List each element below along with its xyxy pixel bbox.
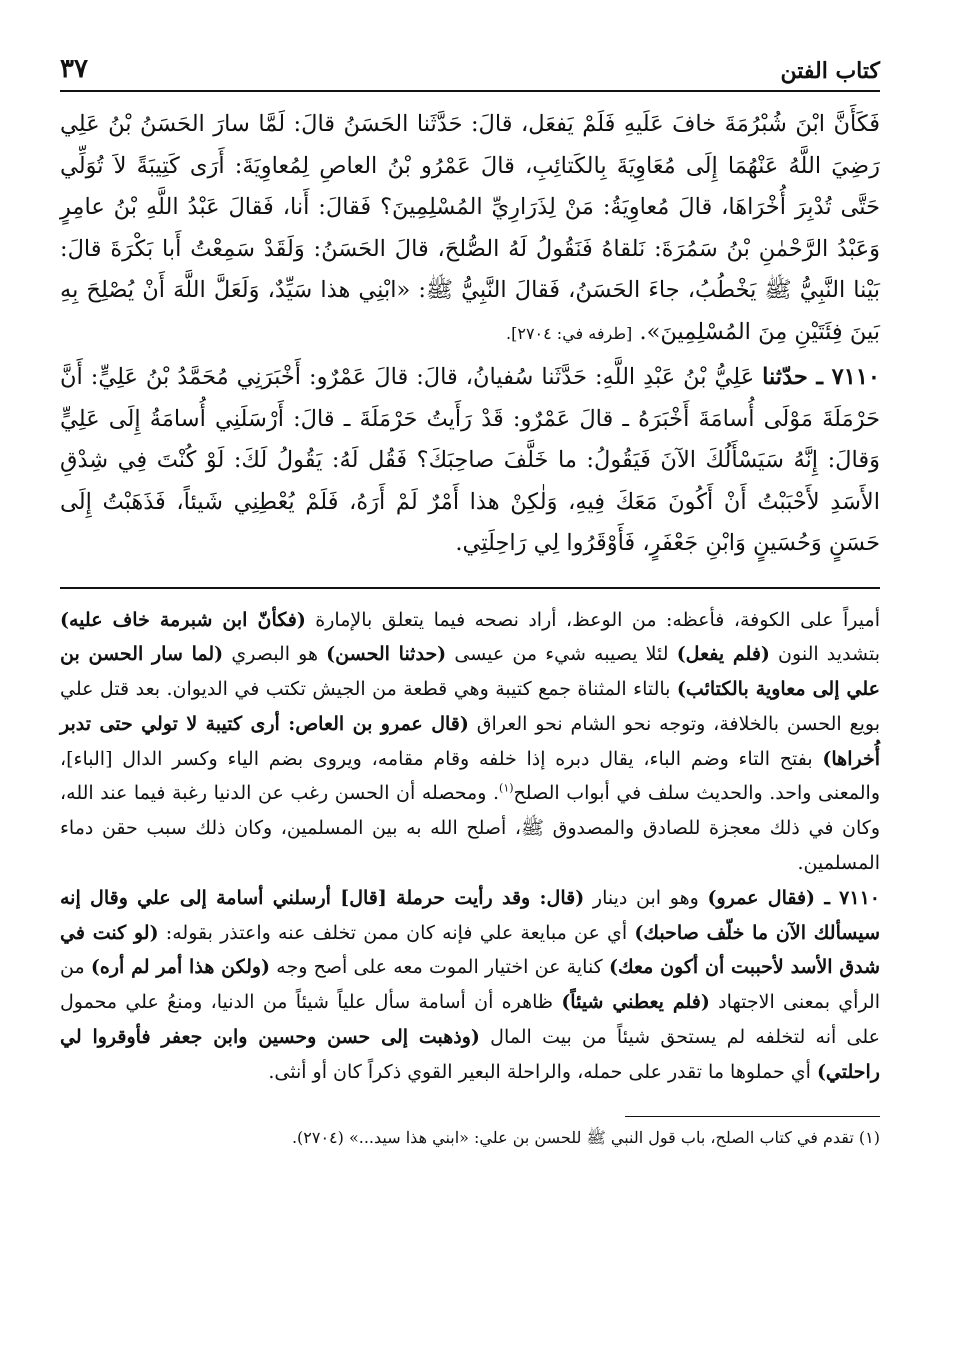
quoted-matn: (حدثنا الحسن) xyxy=(326,643,447,666)
footnote-marker: (١) xyxy=(499,782,514,796)
footnote: (١) تقدم في كتاب الصلح، باب قول النبي ﷺ للحسن بن علي: «ابني هذا سيد...» (٢٧٠٤). xyxy=(291,1128,880,1148)
hadith-number-lead: ٧١١٠ ـ حدّثنا xyxy=(762,364,880,390)
commentary-text: ظاهره أن أسامة سأل علياً شيئاً من الدنيا، ومنعُ علي محمول على أنه لتخلفه لم يستحق شيئاً من بيت المال xyxy=(60,991,881,1049)
commentary xyxy=(60,603,880,1090)
commentary-text: أي عن مبايعة علي فإنه كان ممن تخلف عنه واعتذر بقوله: xyxy=(158,921,635,944)
commentary-text: هو البصري xyxy=(223,643,327,666)
quoted-matn: (فلم يفعل) xyxy=(676,643,770,666)
commentary-text: بفتح التاء وضم الباء، يقال دبره إذا خلفه وقام مقامه، ويروى بضم الياء وكسر الدال [الباء]، والمعنى واحد. والحديث سلف في أبواب الصلح xyxy=(60,747,880,805)
quoted-matn: ٧١١٠ ـ xyxy=(815,886,880,909)
commentary-text: أي حملوها ما تقدر على حمله، والراحلة البعير القوي ذكراً كان أو أنثى. xyxy=(268,1060,817,1083)
header-divider xyxy=(60,90,880,92)
hadith-paragraph-1 xyxy=(60,104,880,354)
book-page xyxy=(60,40,880,1151)
commentary-text: من الرأي بمعنى الاجتهاد xyxy=(60,956,881,1014)
commentary-text: بالتاء المثناة جمع كتيبة وهي قطعة من الجيش تكتب في الديوان. بعد قتل علي بويع الحسن بالخلافة، وتوجه نحو الشام نحو العراق xyxy=(60,678,880,735)
quoted-matn: (لما سار الحسن بن علي إلى معاوية بالكتائب) xyxy=(60,643,881,701)
cross-reference: [طرفه في: ٢٧٠٤]. xyxy=(506,323,633,343)
page-number: ٣٧ xyxy=(60,54,88,84)
quoted-matn: (قال: وقد رأيت حرملة [قال] أرسلني أسامة إلى علي وقال إنه سيسألك الآن ما خلّف صاحبك) xyxy=(60,886,880,944)
quoted-matn: (فلم يعطني شيئاً) xyxy=(561,991,710,1014)
hadith-text xyxy=(60,104,880,565)
quoted-matn: (فكأنّ ابن شبرمة خاف عليه) xyxy=(60,608,306,631)
hadith-paragraph-2 xyxy=(60,357,880,565)
quoted-matn: (لو كنت في شدق الأسد لأحببت أن أكون معك) xyxy=(60,921,881,979)
commentary-divider xyxy=(60,587,880,589)
page-header xyxy=(60,40,880,84)
commentary-text: بتشديد النون xyxy=(769,643,881,666)
commentary-text: كناية عن اختيار الموت معه على أصح وجه xyxy=(270,956,609,979)
quoted-matn: (فقال عمرو) xyxy=(707,886,816,909)
commentary-paragraph-1 xyxy=(60,603,880,881)
footnote-divider xyxy=(625,1116,880,1118)
quoted-matn: (قال عمرو بن العاص: أرى كتيبة لا تولي حتى تدبر أُخراها) xyxy=(60,712,880,770)
quoted-matn: (ولكن هذا أمر لم أره) xyxy=(90,956,271,979)
commentary-text: لئلا يصيبه شيء من عيسى xyxy=(446,643,677,666)
running-title: كتاب الفتن xyxy=(780,58,880,84)
commentary-text: . ومحصله أن الحسن رغب عن الدنيا رغبة فيما عند الله، وكان في ذلك معجزة للصادق والمصدوق ﷺ، أصلح الله به بين المسلمين، وكان ذلك سبب حقن دماء المسلمين. xyxy=(60,782,880,875)
commentary-paragraph-2 xyxy=(60,881,880,1090)
commentary-text: أميراً على الكوفة، فأعظه: من الوعظ، أراد نصحه فيما يتعلق بالإمارة xyxy=(305,608,880,631)
quoted-matn: (وذهبت إلى حسن وحسين وابن جعفر فأوقروا لي راحلتي) xyxy=(60,1026,880,1083)
commentary-text: وهو ابن دينار xyxy=(584,886,708,909)
hadith-body: فَكَأَنَّ ابْنَ شُبْرُمَةَ خافَ عَلَيهِ فَلَمْ يَفعَل، قالَ: حَدَّثَنا الحَسَنُ قالَ: لَمَّا سارَ الحَسَنُ بْنُ عَلِي رَضِيَ اللَّهُ عَنْهُمَا إِلَى مُعَاوِيَةَ بِالكَتائِبِ، قالَ عَمْرُو بْنُ العاصِ لِمُعاوِيَةَ: أَرَى كَتِيبَةً لاَ تُوَلِّي حَتَّى تُدْبِرَ أُخْرَاهَا، قالَ مُعاوِيَةُ: مَنْ لِذَرَارِيِّ المُسْلِمِينَ؟ فَقالَ: أَنا، فَقالَ عَبْدُ اللَّهِ بْنُ عامِرٍ وَعَبْدُ الرَّحْمٰنِ بْنُ سَمُرَةَ: نَلقاهُ فَنَقُولُ لَهُ الصُّلحَ، قالَ الحَسَنُ: وَلَقَدْ سَمِعْتُ أَبا بَكْرَةَ قالَ: بَيْنا النَّبِيُّ ﷺ يَخْطُبُ، جاءَ الحَسَنُ، فَقالَ النَّبِيُّ ﷺ: «ابْنِي هذا سَيِّدٌ، وَلَعَلَّ اللَّهَ أَنْ يُصْلِحَ بِهِ بَينَ فِئَتَيْنِ مِنَ المُسْلِمِينَ». xyxy=(60,111,880,345)
hadith-body: عَلِيُّ بْنُ عَبْدِ اللَّهِ: حَدَّثَنا سُفيانُ، قالَ: قالَ عَمْرٌو: أَخْبَرَنِي مُحَمَّدُ بْنُ عَلِيٍّ: أَنَّ حَرْمَلَةَ مَوْلَى أُسامَةَ أَخْبَرَهُ ـ قالَ عَمْرٌو: قَدْ رَأَيتُ حَرْمَلَةَ ـ قالَ: أَرْسَلَنِي أُسامَةُ إِلَى عَلِيٍّ وَقالَ: إِنَّهُ سَيَسْأَلُكَ الآنَ فَيَقُولُ: ما خَلَّفَ صاحِبَكَ؟ فَقُل لَهُ: يَقُولُ لَكَ: لَوْ كُنْتَ فِي شِدْقِ الأَسَدِ لأَحْبَبْتُ أَنْ أَكُونَ مَعَكَ فِيهِ، وَلٰكِنْ هذا أَمْرٌ لَمْ أَرَهُ، فَلَمْ يُعْطِنِي شَيئاً، فَذَهَبْتُ إِلَى حَسَنٍ وَحُسَينٍ وَابْنِ جَعْفَرٍ، فَأَوْقَرُوا لِي رَاحِلَتِي. xyxy=(60,364,880,556)
